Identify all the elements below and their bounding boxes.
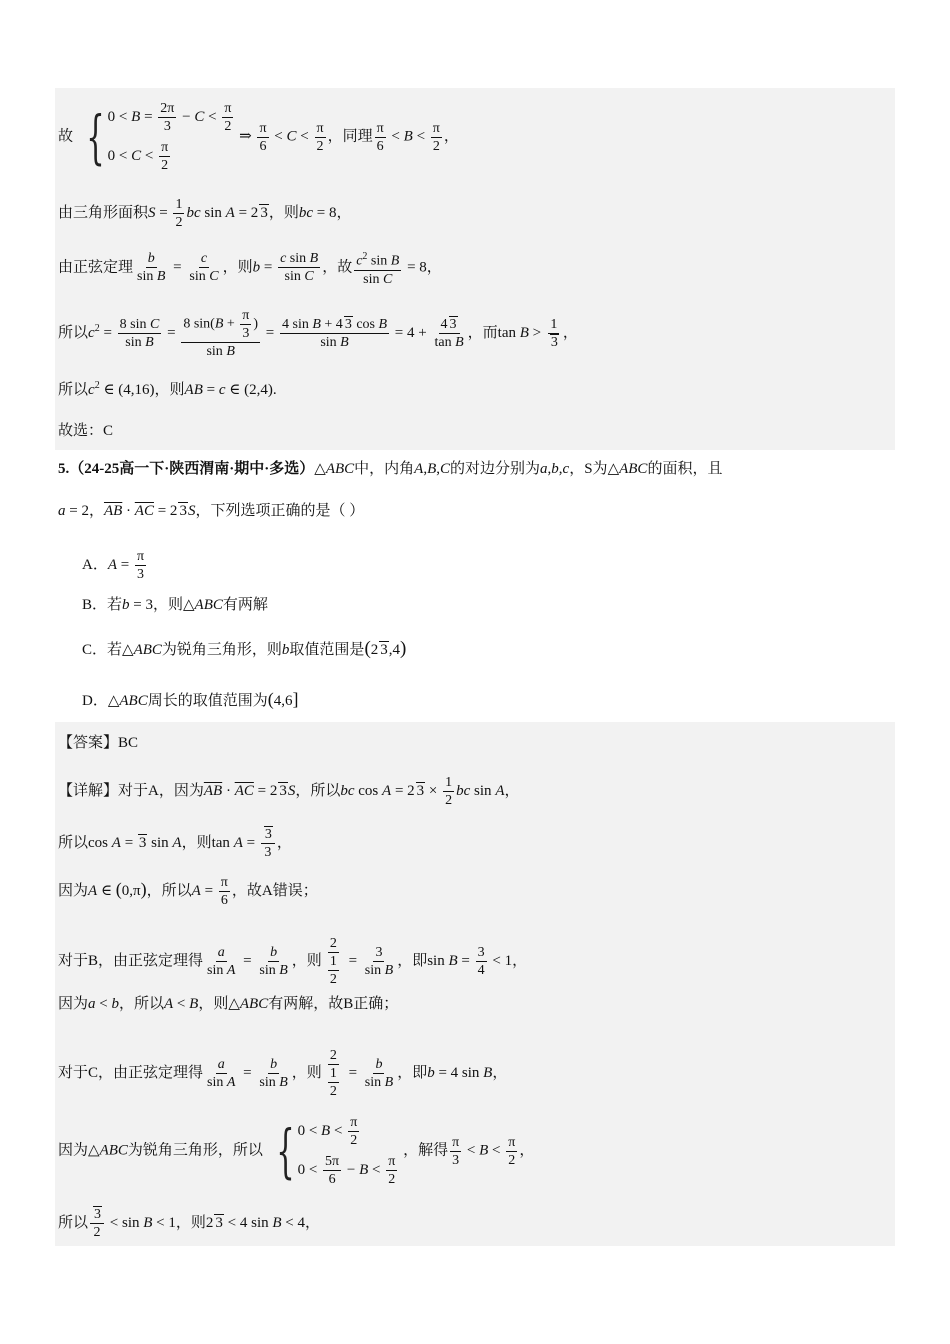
solution-line-2: 由三角形面积S = $\frac{1}{2}$ bc sin A = 2 3，则bc = 8， — [58, 197, 352, 230]
detail-line-5: 因为a < b，所以A < B，则△ABC有两解，故B正确； — [58, 996, 399, 1012]
detail-line-4: 对于B，由正弦定理得 $\frac{a}{\text{sin A}}$ = $\frac{b}{\text{sin B}}$ ，则 $\frac{2}{\frac{1}{2}}$ = $\frac{3}{\text{sin B}}$ ，即sin B = $\frac{3}{4}$ < 1， — [58, 936, 528, 987]
question-stem-line-2: a = 2，$\overline{AB} \cdot \overline{AC} = 2$ 3S，下列选项正确的是（ ） — [58, 503, 365, 519]
option-c[interactable]: C．若△ABC为锐角三角形，则b取值范围是(2 3,4) — [82, 638, 407, 659]
option-a[interactable]: A．A = $\frac{\pi}{3}$ — [82, 549, 145, 582]
question-source: （24-25高一下·陕西渭南·期中·多选） — [69, 461, 315, 477]
solution-line-3: 由正弦定理 $\frac{b}{\text{sin B}}$ = $\frac{c}{\text{sin C}}$ ，则b = $\frac{\text{c sin B}}{\text{sin C}}$ ，故 $\frac{c^2 \sin B}{\text{sin C}}$ = 8， — [58, 248, 442, 288]
solution-choice: 故选：C — [58, 423, 114, 439]
option-b[interactable]: B．若b = 3，则△ABC有两解 — [82, 597, 268, 613]
detail-line-7: 因为△ABC为锐角三角形，所以 { 0 < B < $\frac{\pi}{2}$ 0 < $\frac{5\pi}{6}$ − B < $\frac{\pi}{2}$ ，解得 $\frac{\pi}{3}$ < B < $\frac{\pi}{2}$ ， — [58, 1115, 535, 1187]
detail-line-8: 所以 $\frac{3}{2}$ < sin B < 1，则2 3 < 4 sin B < 4， — [58, 1207, 321, 1240]
detail-line-6: 对于C，由正弦定理得 $\frac{a}{\text{sin A}}$ = $\frac{b}{\text{sin B}}$ ，则 $\frac{2}{\frac{1}{2}}$ = $\frac{b}{\text{sin B}}$ ，即b = 4 sin B， — [58, 1048, 508, 1099]
detail-line-2: 所以cos A = 3 sin A，则tan A = $\frac{3}{3}$ ， — [58, 827, 292, 860]
solution-line-5: 所以$c^2$ ∈ (4,16)，则AB = c ∈ (2,4). — [58, 380, 277, 398]
system-of-inequalities: { 0 < B = $\frac{2\pi}{3}$ − C < $\frac{\pi}{2}$ 0 < C < $\frac{\pi}{2}$ — [85, 101, 232, 173]
question-stem-line-1: 5.（24-25高一下·陕西渭南·期中·多选）△ABC中，内角A,B,C的对边分别为a,b,c，S为△ABC的面积，且 — [58, 461, 723, 477]
option-d[interactable]: D．△ABC周长的取值范围为(4,6] — [82, 689, 299, 709]
detail-line-3: 因为A ∈ (0,π)，所以A = $\frac{\pi}{6}$ ，故A错误； — [58, 875, 318, 908]
answer-value: BC — [118, 735, 139, 751]
solution-line-4: 所以$c^2$ = $\frac{\text{8 sin C}}{\text{sin B}}$ = 8 sin(B + $\frac{\pi}{3}$ ) sin B = $\frac{\text{4 sin B + 4 3 cos B}}{\text{sin B}}$ = 4 + $\frac{4 3}{\text{tan B}}$ ，而tan B > $\frac{1}{3}$ ， — [58, 308, 578, 359]
solution-line-1: 故 { 0 < B = $\frac{2\pi}{3}$ − C < $\frac{\pi}{2}$ 0 < C < $\frac{\pi}{2}$ ⇒ $\frac{\pi}{6}$ < C < $\frac{\pi}{2}$ ，同理 $\frac{\pi}{6}$ < B < $\frac{\pi}{2}$ ， — [58, 101, 459, 173]
system-of-inequalities: { 0 < B < $\frac{\pi}{2}$ 0 < $\frac{5\pi}{6}$ − B < $\frac{\pi}{2}$ — [275, 1115, 396, 1187]
answer-line: 【答案】BC — [58, 735, 139, 751]
detail-line-1: 【详解】对于A，因为$\overline{AB} \cdot \overline{AC} = 2$ 3S，所以bc cos A = 2 3 × $\frac{1}{2}$ bc sin A， — [58, 775, 520, 808]
